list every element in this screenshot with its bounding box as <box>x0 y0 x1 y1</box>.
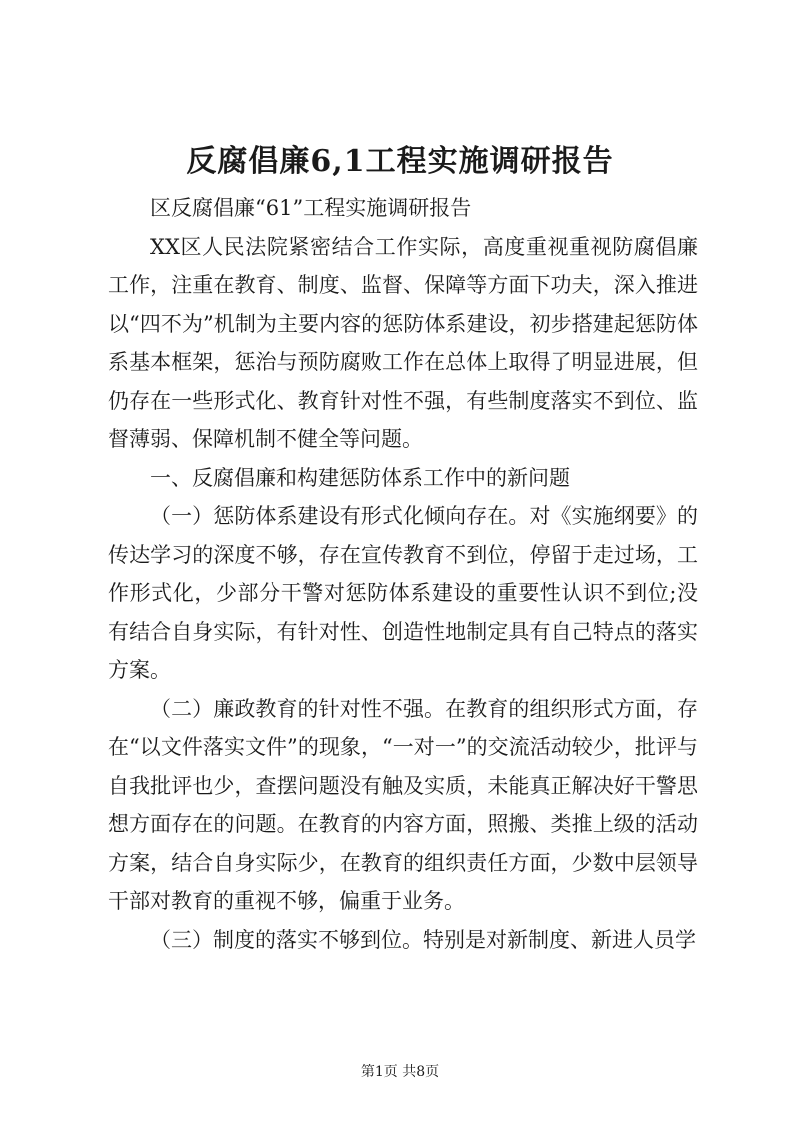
document-title: 反腐倡廉6,1工程实施调研报告 <box>186 144 614 179</box>
page-footer: 第1页 共8页 <box>360 1064 440 1080</box>
intro-paragraph: XX区人民法院紧密结合工作实际，高度重视重视防腐倡廉工作，注重在教育、制度、监督、保障等方面下功夫，深入推进以“四不为”机制为主要内容的惩防体系建设，初步搭建起惩防体系基本框架，惩治与预防腐败工作在总体上取得了明显进展，但仍存在一些形式化、教育针对性不强，有些制度落实不到位、监督薄弱、保障机制不健全等问题。 <box>108 234 698 451</box>
body-paragraph: （三）制度的落实不够到位。特别是对新制度、新进人员学 <box>150 927 696 952</box>
body-paragraph: （二）廉政教育的针对性不强。在教育的组织形式方面，存在“以文件落实文件”的现象，“一对一”的交流活动较少，批评与自我批评也少，查摆问题没有触及实质，未能真正解决好干警思想方面存在的问题。在教育的内容方面，照搬、类推上级的活动方案，结合自身实际少，在教育的组织责任方面，少数中层领导干部对教育的重视不够，偏重于业务。 <box>108 696 698 913</box>
subtitle-paragraph: 区反腐倡廉“61”工程实施调研报告 <box>150 196 472 220</box>
section-heading: 一、反腐倡廉和构建惩防体系工作中的新问题 <box>150 465 570 490</box>
document-body <box>108 189 698 959</box>
body-paragraph: （一）惩防体系建设有形式化倾向存在。对《实施纲要》的传达学习的深度不够，存在宣传教育不到位，停留于走过场，工作形式化，少部分干警对惩防体系建设的重要性认识不到位;没有结合自身实际，有针对性、创造性地制定具有自己特点的落实方案。 <box>108 504 698 682</box>
